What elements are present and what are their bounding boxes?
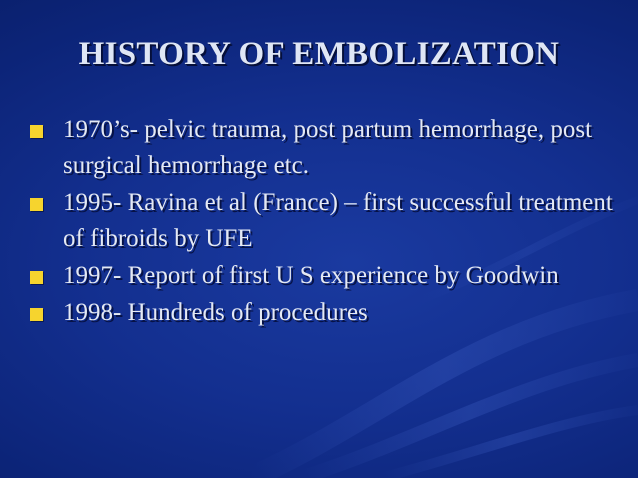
list-item [30,185,620,257]
list-item [30,258,620,294]
slide-title: HISTORY OF EMBOLIZATION [78,36,560,72]
bullet-text: 1970’s- pelvic trauma, post partum hemorrhage, post surgical hemorrhage etc. [63,116,593,179]
list-item [30,112,620,184]
bullet-text: 1998- Hundreds of procedures [63,299,368,326]
bullet-square-icon [30,308,43,321]
bullet-list [30,112,620,332]
bullet-text: 1995- Ravina et al (France) – first successful treatment of fibroids by UFE [63,189,613,252]
bullet-square-icon [30,271,43,284]
bullet-text: 1997- Report of first U S experience by Goodwin [63,262,559,289]
bullet-square-icon [30,125,43,138]
bullet-square-icon [30,198,43,211]
list-item [30,295,620,331]
